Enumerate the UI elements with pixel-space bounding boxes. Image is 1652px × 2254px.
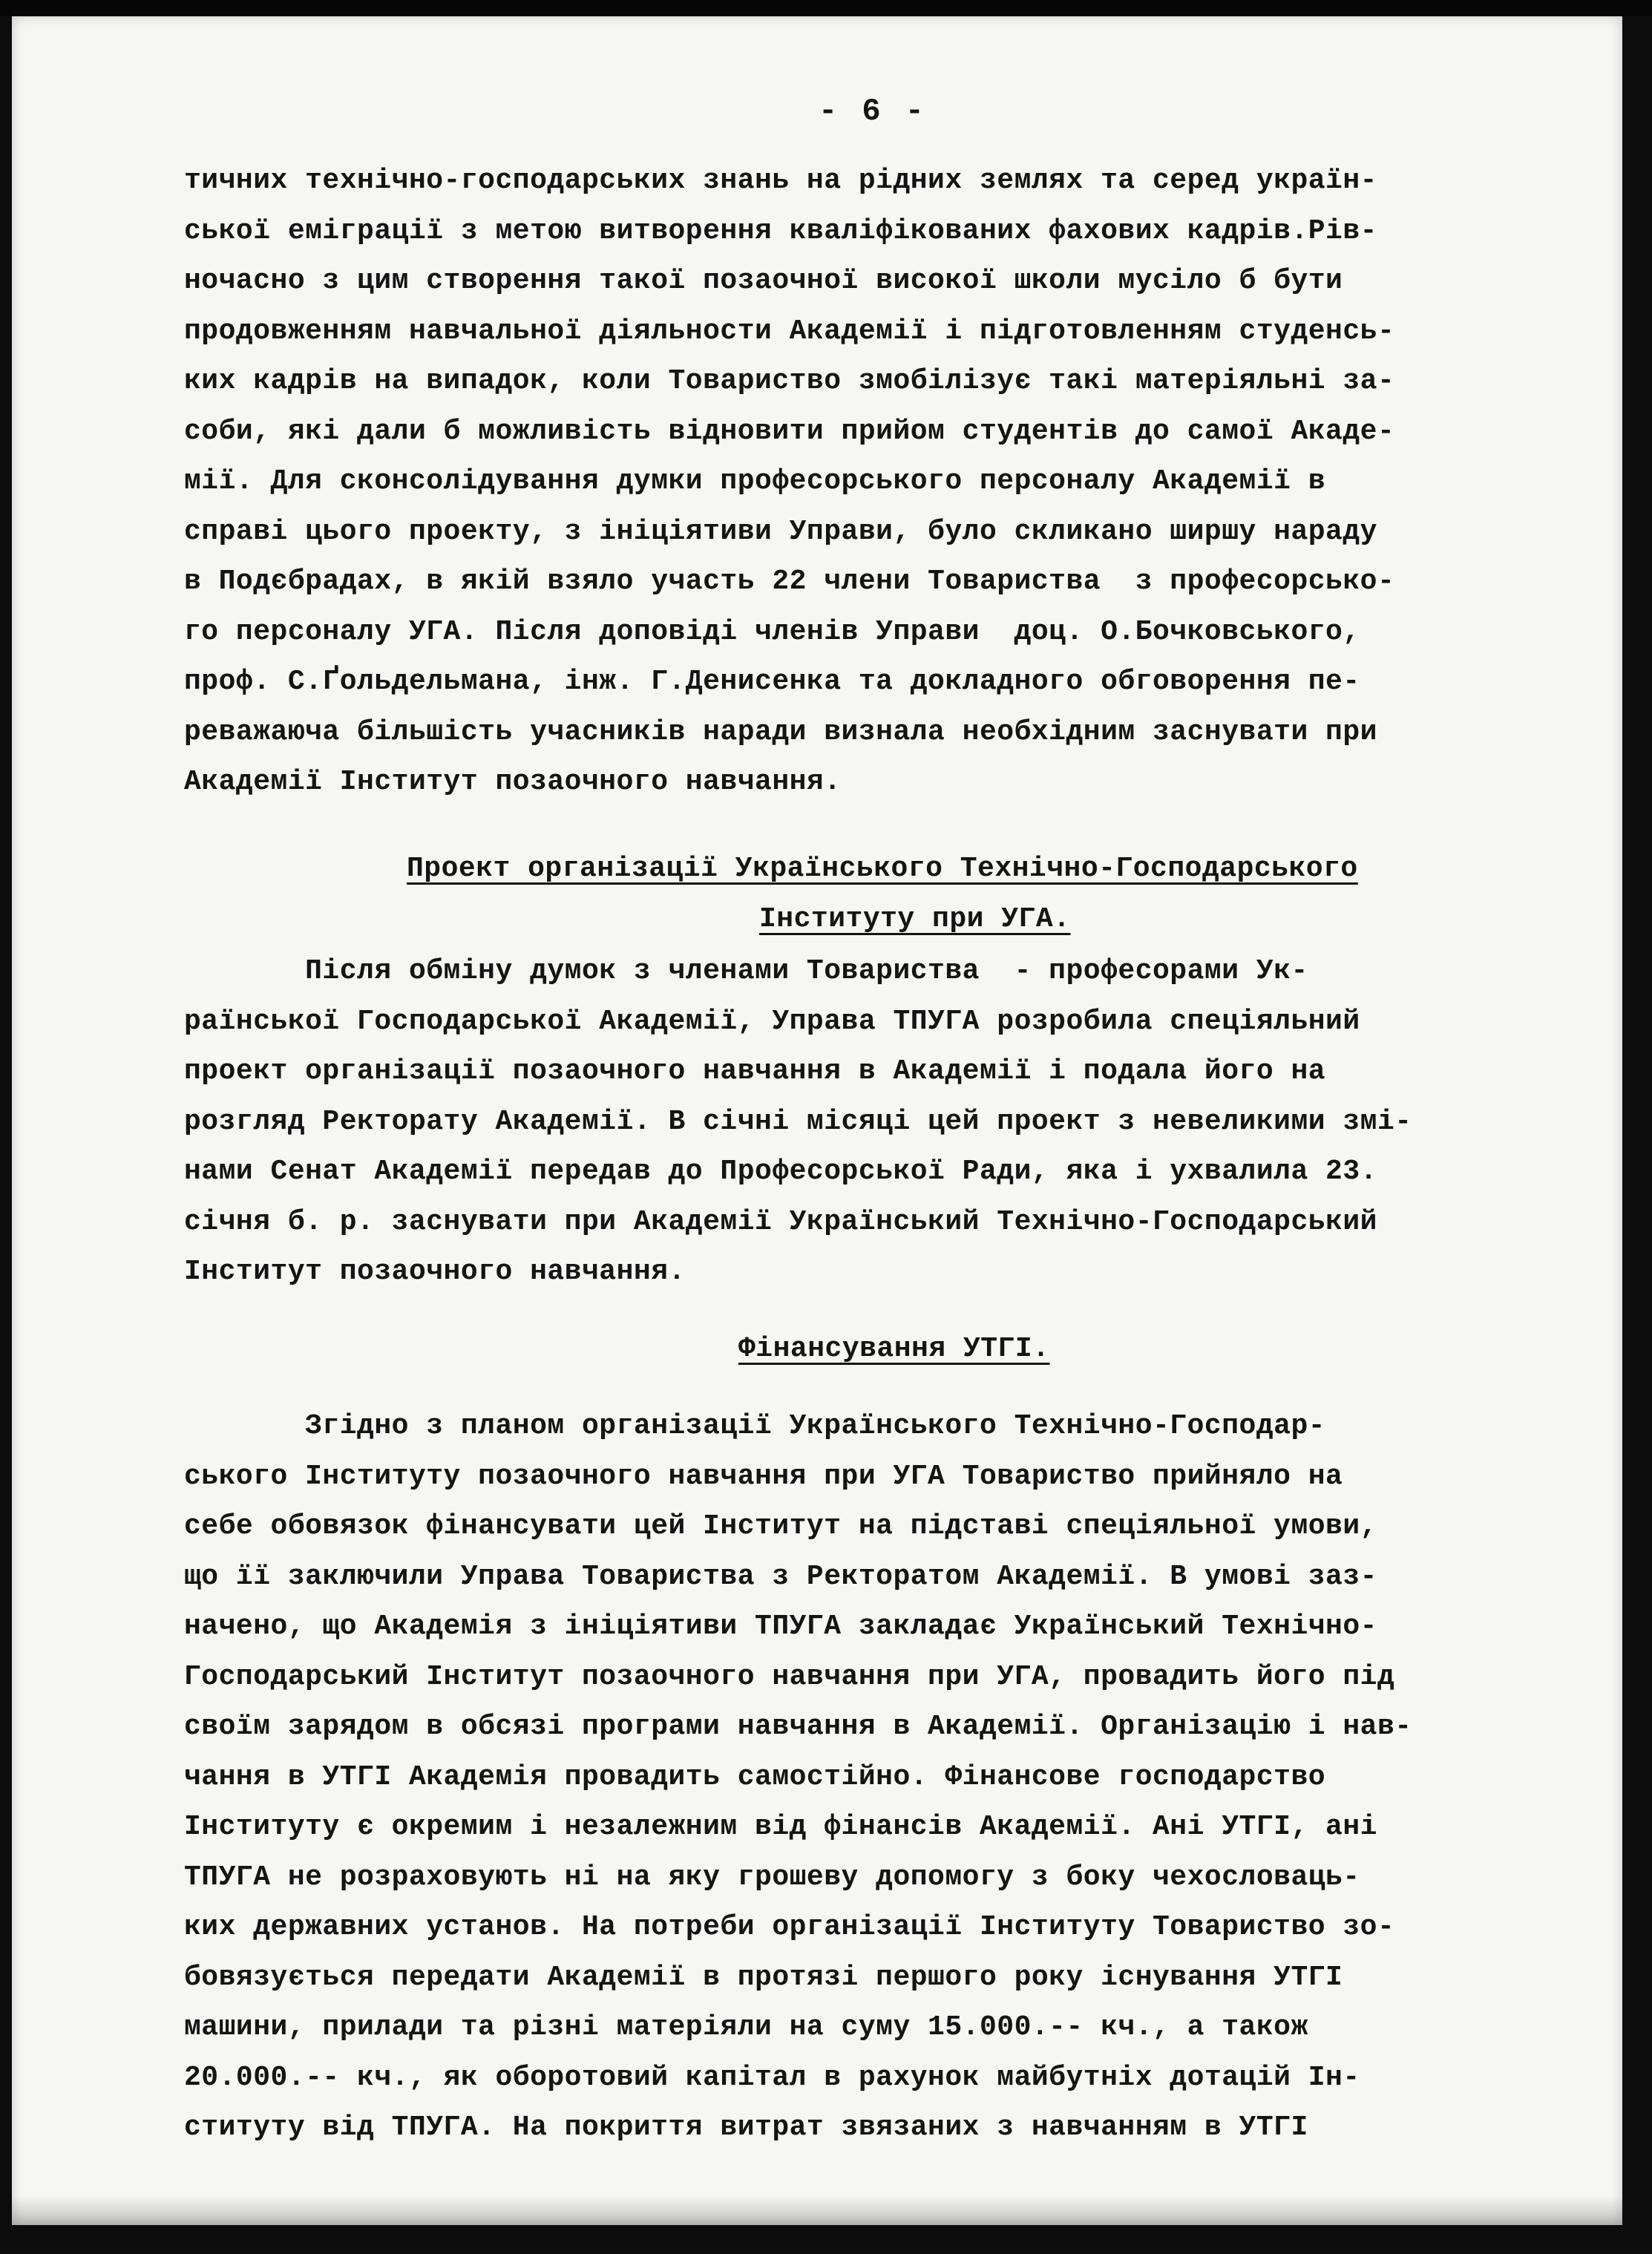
text-line: тичних технічно-господарських знань на рідних землях та серед україн- xyxy=(184,165,1377,197)
heading-line: Фінансування УТГІ. xyxy=(738,1333,1050,1365)
text-line: соби, які дали б можливість відновити прийом студентів до самої Акаде- xyxy=(184,415,1395,448)
section-heading-financing xyxy=(184,1324,1622,1375)
paragraph-financing xyxy=(184,1401,1622,2153)
heading-line: Проект організації Українського Технічно-Господарського xyxy=(407,853,1358,885)
text-line: своїм зарядом в обсязі програми навчання в Академії. Організацію і нав- xyxy=(184,1711,1412,1743)
text-line: чання в УТГІ Академія провадить самостійно. Фінансове господарство xyxy=(184,1760,1326,1793)
heading-line: Інституту при УГА. xyxy=(759,902,1071,935)
text-line: начено, що Академія з ініціятиви ТПУГА закладає Український Технічно- xyxy=(184,1611,1377,1642)
text-line: бовязується передати Академії в протязі першого року існування УТГІ xyxy=(184,1961,1343,1993)
text-line: січня б. р. заснувати при Академії Український Технічно-Господарський xyxy=(184,1205,1377,1238)
text-line: Згідно з планом організації Українського Технічно-Господар- xyxy=(184,1410,1326,1442)
text-line: продовженням навчальної діяльности Академії і підготовленням студенсь- xyxy=(184,315,1395,347)
document-page xyxy=(12,16,1622,2225)
text-line: нами Сенат Академії передав до Професорської Ради, яка і ухвалила 23. xyxy=(184,1156,1377,1187)
text-line: в Подєбрадах, в якій взяло участь 22 члени Товариства з професорсько- xyxy=(184,566,1395,597)
paragraph-project xyxy=(184,946,1622,1297)
paragraph-continuation xyxy=(184,156,1622,807)
text-line: ких державних установ. На потреби організації Інституту Товариство зо- xyxy=(184,1911,1395,1943)
text-line: ської еміграції з метою витворення кваліфікованих фахових кадрів.Рів- xyxy=(184,214,1377,247)
text-line: ституту від ТПУГА. На покриття витрат звязаних з навчанням в УТГІ xyxy=(184,2112,1308,2143)
text-line: справі цього проекту, з ініціятиви Управи, було скликано ширшу нараду xyxy=(184,515,1377,548)
page-number: - 6 - xyxy=(818,94,928,129)
text-line: проф. С.Ґольдельмана, інж. Г.Денисенка та докладного обговорення пе- xyxy=(184,666,1360,698)
text-line: Інститут позаочного навчання. xyxy=(184,1256,686,1288)
section-heading-project xyxy=(184,844,1622,944)
text-line: машини, прилади та різні матеріяли на суму 15.000.-- кч., а також xyxy=(184,2011,1308,2043)
text-line: мії. Для сконсолідування думки професорського персоналу Академії в xyxy=(184,465,1326,497)
text-line: ких кадрів на випадок, коли Товариство змобілізує такі матеріяльні за- xyxy=(184,365,1395,397)
scan-border xyxy=(0,0,1652,16)
text-line: реважаюча більшість учасників наради визнала необхідним заснувати при xyxy=(184,715,1377,748)
text-line: ночасно з цим створення такої позаочної високої школи мусіло б бути xyxy=(184,265,1343,297)
text-line: раїнської Господарської Академії, Управа ТПУГА розробила спеціяльний xyxy=(184,1005,1360,1038)
text-line: розгляд Ректорату Академії. В січні місяці цей проект з невеликими змі- xyxy=(184,1105,1412,1138)
text-line: 20.000.-- кч., як оборотовий капітал в рахунок майбутніх дотацій Ін- xyxy=(184,2061,1360,2094)
text-line: Інституту є окремим і незалежним від фінансів Академії. Ані УТГІ, ані xyxy=(184,1811,1377,1843)
text-line: що її заключили Управа Товариства з Ректоратом Академії. В умові заз- xyxy=(184,1560,1377,1593)
text-line: ського Інституту позаочного навчання при УГА Товариство прийняло на xyxy=(184,1460,1343,1493)
text-line: себе обовязок фінансувати цей Інститут на підставі спеціяльної умови, xyxy=(184,1510,1377,1542)
text-line: проект організації позаочного навчання в Академії і подала його на xyxy=(184,1055,1326,1087)
text-line: ТПУГА не розраховують ні на яку грошеву допомогу з боку чехословаць- xyxy=(184,1861,1360,1893)
text-line: го персоналу УГА. Після доповіді членів Управи доц. О.Бочковського, xyxy=(184,615,1360,648)
text-line: Господарський Інститут позаочного навчання при УГА, провадить його під xyxy=(184,1660,1395,1693)
text-line: Академії Інститут позаочного навчання. xyxy=(184,766,842,798)
text-line: Після обміну думок з членами Товариства - професорами Ук- xyxy=(184,955,1308,987)
